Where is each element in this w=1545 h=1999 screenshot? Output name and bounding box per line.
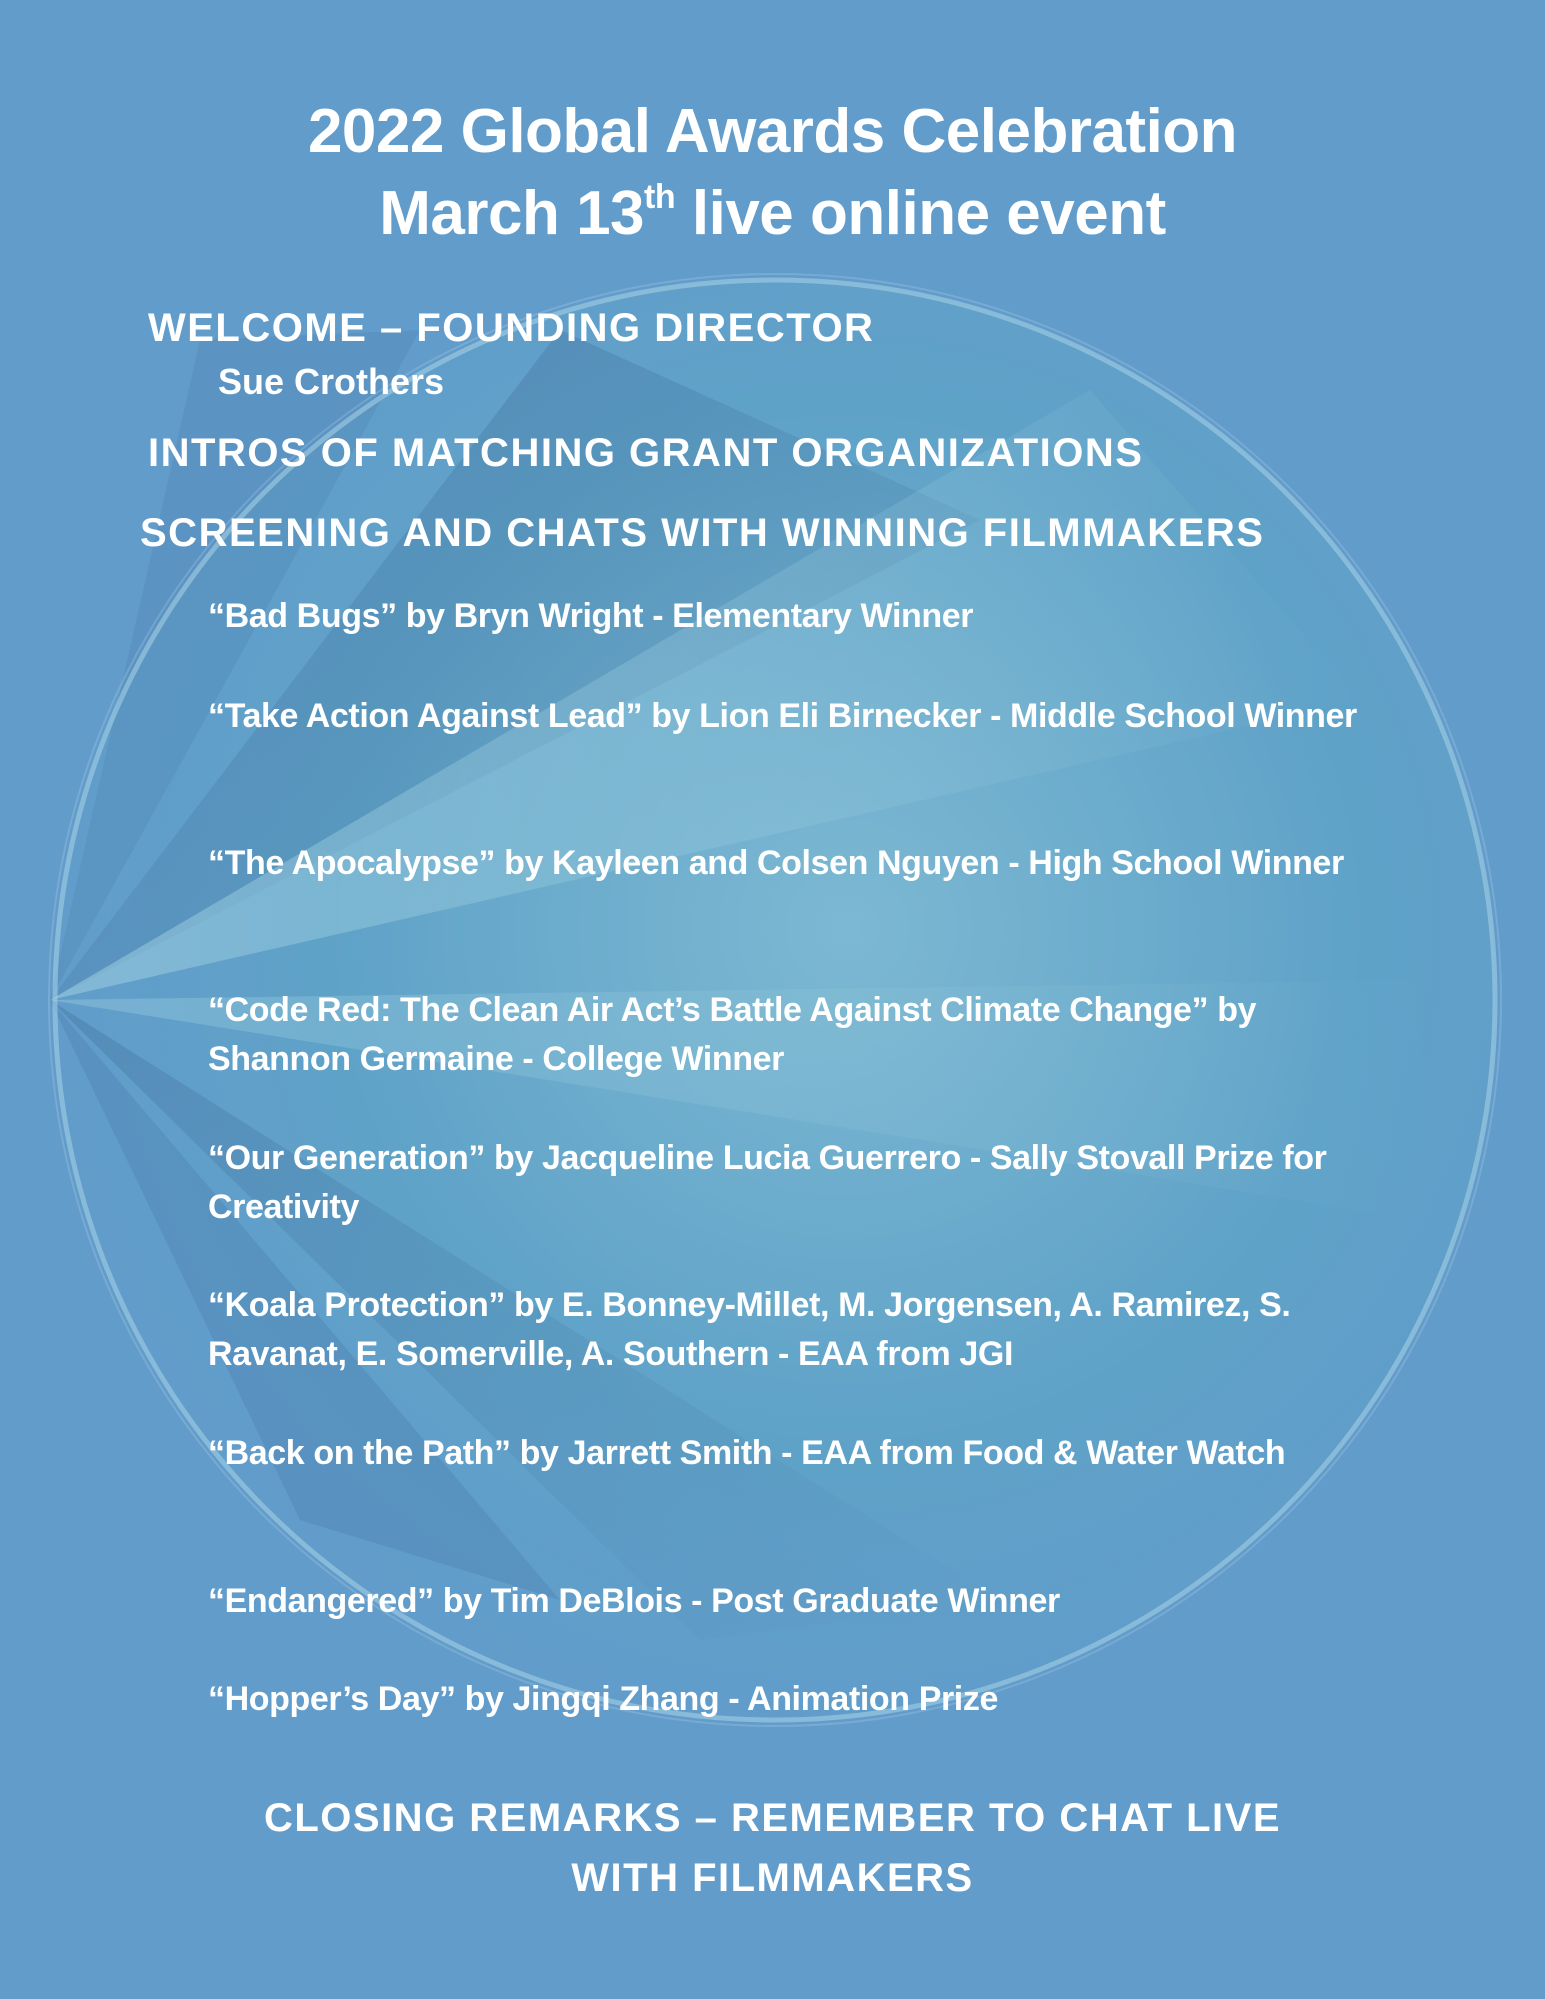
- film-item-7: “Back on the Path” by Jarrett Smith - EAA from Food & Water Watch: [208, 1434, 1286, 1472]
- welcome-presenter: Sue Crothers: [218, 361, 445, 402]
- agenda-intros: INTROS OF MATCHING GRANT ORGANIZATIONS: [148, 431, 1144, 475]
- title-line-2: [0, 174, 1545, 254]
- film-item-5: “Our Generation” by Jacqueline Lucia Guerrero - Sally Stovall Prize for Creativity: [208, 1139, 1327, 1226]
- film-item-2: “Take Action Against Lead” by Lion Eli Birnecker - Middle School Winner: [208, 697, 1357, 735]
- film-item-8: “Endangered” by Tim DeBlois - Post Graduate Winner: [208, 1582, 1060, 1620]
- title-event-type: live online event: [675, 179, 1166, 248]
- film-item-4: “Code Red: The Clean Air Act’s Battle Against Climate Change” by Shannon Germaine - College Winner: [208, 991, 1257, 1078]
- title-date-suffix: th: [644, 178, 676, 216]
- film-item-1: “Bad Bugs” by Bryn Wright - Elementary Winner: [208, 597, 974, 635]
- film-item-9: “Hopper’s Day” by Jingqi Zhang - Animation Prize: [208, 1680, 998, 1718]
- film-item-6: “Koala Protection” by E. Bonney-Millet, M. Jorgensen, A. Ramirez, S. Ravanat, E. Somerville, A. Southern - EAA from JGI: [208, 1286, 1291, 1373]
- agenda-welcome: WELCOME – FOUNDING DIRECTOR: [148, 306, 875, 350]
- agenda-screening: SCREENING AND CHATS WITH WINNING FILMMAKERS: [140, 511, 1265, 555]
- title-date: March 13: [379, 179, 645, 248]
- title-line-1: 2022 Global Awards Celebration: [307, 97, 1238, 166]
- film-item-3: “The Apocalypse” by Kayleen and Colsen Nguyen - High School Winner: [208, 844, 1344, 882]
- closing-remarks-text: CLOSING REMARKS – REMEMBER TO CHAT LIVE WITH FILMMAKERS: [263, 1796, 1282, 1900]
- closing-remarks: [0, 1788, 1545, 1908]
